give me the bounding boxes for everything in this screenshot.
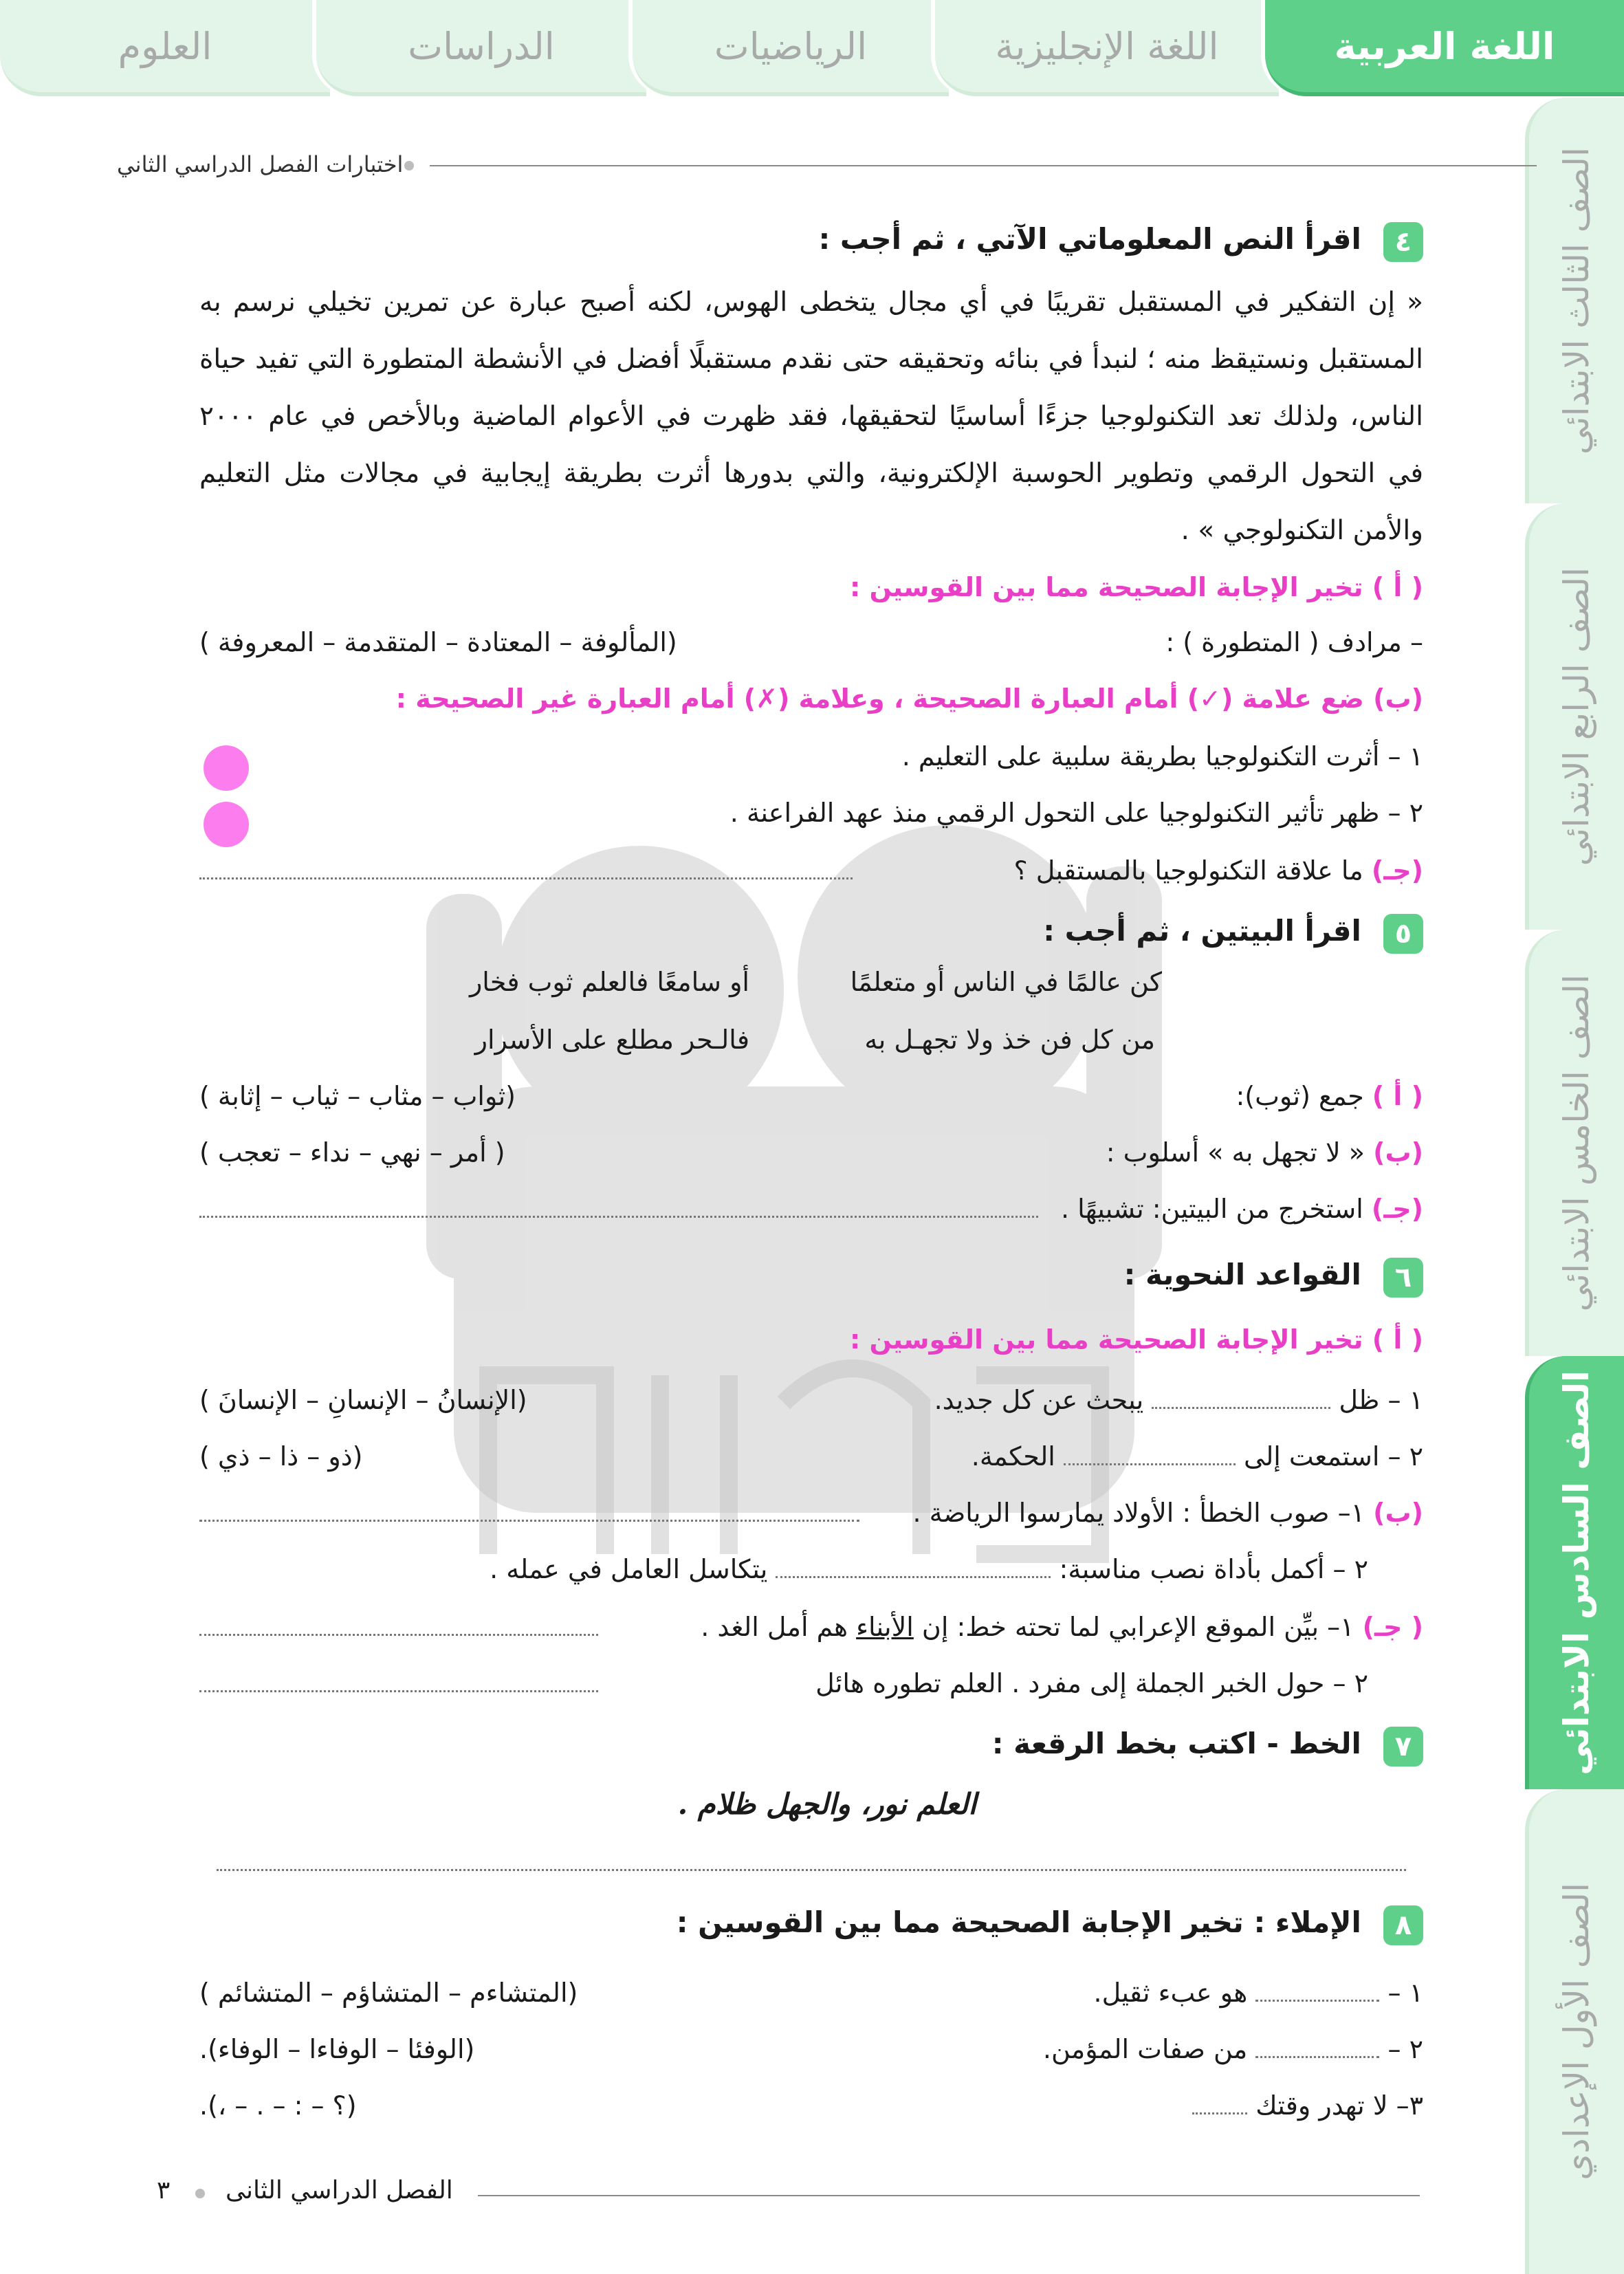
q5-title: اقرأ البيتين ، ثم أجب : (1043, 914, 1361, 948)
q8-heading (199, 1903, 1423, 1952)
q4-c-text: ما علاقة التكنولوجيا بالمستقبل ؟ (1013, 855, 1363, 886)
q6-a-label: ( أ ) تخير الإجابة الصحيحة مما بين القوسين : (850, 1324, 1423, 1355)
q4-c-answer-line[interactable] (199, 871, 853, 879)
q4-a-item: – مرادف ( المتطورة ) : (1165, 627, 1423, 657)
q5-a-label: ( أ ) (1372, 1081, 1423, 1111)
footer-dot (195, 2189, 205, 2198)
tab-grade6[interactable]: الصف السادس الابتدائي (1525, 1356, 1624, 1789)
q6-b2-blank[interactable] (776, 1569, 1051, 1578)
q4-a-choices: (المألوفة – المعتادة – المتقدمة – المعروفة ) (199, 627, 677, 657)
q6-number: ٦ (1383, 1258, 1423, 1298)
q6-c1-answer-line[interactable] (199, 1627, 598, 1636)
header-rule (430, 165, 1537, 166)
q6-b-label: (ب) (1373, 1498, 1423, 1528)
q4-b-label: (ب) ضع علامة (✓) أمام العبارة الصحيحة ، وعلامة (✗) أمام العبارة غير الصحيحة : (395, 684, 1423, 714)
grade-tabs (1521, 98, 1624, 2274)
q6-a1-end: يبحث عن كل جديد. (934, 1385, 1144, 1415)
q4-b-item2: ٢ – ظهر تأثير التكنولوجيا على التحول الرقمي منذ عهد الفراعنة . (729, 798, 1423, 828)
q6-title: القواعد النحوية : (1123, 1258, 1361, 1291)
q8-i1-start: ١ – (1387, 1978, 1423, 2008)
q8-i3-blank[interactable] (1192, 2106, 1247, 2114)
q5-b-text: « لا تجهل به » أسلوب : (1106, 1137, 1365, 1168)
tab-grade4[interactable]: الصف الرابع الابتدائي (1525, 503, 1624, 930)
q6-a2-choices: (ذو – ذا – ذي ) (199, 1441, 363, 1472)
q8-i3-choices: (؟ – : – . – ،). (199, 2090, 357, 2121)
tab-prep1[interactable]: الصف الأول الإعدادي (1525, 1789, 1624, 2274)
q5-c-text: استخرج من البيتين: تشبيهًا . (1060, 1194, 1363, 1224)
q5-c-answer-line[interactable] (199, 1209, 1038, 1218)
q5-heading (199, 912, 1423, 960)
q8-i1-choices: (المتشاءم – المتشاؤم – المتشائم ) (199, 1978, 578, 2008)
q7-number: ٧ (1383, 1727, 1423, 1767)
header-title: اختبارات الفصل الدراسي الثاني (117, 151, 404, 177)
q5-a-choices: (ثواب – مثاب – ثياب – إثابة ) (199, 1081, 516, 1111)
q6-c1-underlined-word: الأبناء (856, 1612, 914, 1642)
q7-heading (199, 1725, 1423, 1773)
q6-a2-blank[interactable] (1064, 1456, 1236, 1465)
q4-number: ٤ (1383, 222, 1423, 262)
q7-answer-line[interactable] (217, 1862, 1406, 1871)
q8-i2-end: من صفات المؤمن. (1042, 2034, 1248, 2064)
q4-a-label: ( أ ) تخير الإجابة الصحيحة مما بين القوسين : (850, 572, 1423, 602)
q4-c-label: (جـ) (1371, 855, 1423, 886)
q6-c1-start: ١– بيِّن الموقع الإعرابي لما تحته خط: إن (921, 1612, 1354, 1642)
q5-verse1-right: كن عالمًا في الناس أو متعلمًا (850, 967, 1162, 997)
q8-i2-choices: (الوفئا – الوفاءا – الوفاء). (199, 2034, 475, 2064)
page-header (117, 151, 1423, 179)
q6-b2-start: ٢ – أكمل بأداة نصب مناسبة: (1059, 1554, 1368, 1584)
q6-c2-answer-line[interactable] (199, 1683, 598, 1692)
q6-a2-end: الحكمة. (971, 1441, 1055, 1472)
q6-b1-text: ١– صوب الخطأ : الأولاد يمارسوا الرياضة . (912, 1498, 1365, 1528)
q8-i2-blank[interactable] (1255, 2049, 1379, 2058)
subject-tabs (0, 0, 1624, 98)
q5-verse2-left: فالـحر مطلع على الأسرار (474, 1025, 749, 1055)
q4-b-item1: ١ – أثرت التكنولوجيا بطريقة سلبية على التعليم . (901, 741, 1423, 772)
q6-c-label: ( جـ) (1362, 1612, 1423, 1642)
page-footer (151, 2176, 1423, 2211)
tab-science[interactable]: العلوم (0, 0, 330, 96)
q6-a1-choices: (الإنسانُ – الإنسانِ – الإنسانَ ) (199, 1385, 527, 1415)
tab-studies[interactable]: الدراسات (316, 0, 646, 96)
q5-b-label: (ب) (1373, 1137, 1423, 1168)
q6-b2-end: يتكاسل العامل في عمله . (490, 1554, 768, 1584)
q4-heading (199, 220, 1423, 268)
page-number: ٣ (157, 2176, 171, 2205)
q6-b1-answer-line[interactable] (199, 1513, 859, 1522)
q5-c-label: (جـ) (1371, 1194, 1423, 1224)
tab-grade3[interactable]: الصف الثالث الابتدائي (1525, 98, 1624, 503)
q8-i3-start: ٣– لا تهدر وقتك (1255, 2090, 1423, 2121)
tab-math[interactable]: الرياضيات (633, 0, 949, 96)
q6-a2-start: ٢ – استمعت إلى (1244, 1441, 1423, 1472)
q8-i2-start: ٢ – (1387, 2034, 1423, 2064)
footer-term: الفصل الدراسي الثانى (226, 2176, 453, 2205)
q8-i1-end: هو عبء ثقيل. (1093, 1978, 1248, 2008)
tab-english[interactable]: اللغة الإنجليزية (935, 0, 1279, 96)
q7-title: الخط - اكتب بخط الرقعة : (991, 1727, 1361, 1760)
q8-i1-blank[interactable] (1255, 1993, 1379, 2002)
q8-number: ٨ (1383, 1905, 1423, 1945)
q7-sample: العلم نور، والجهل ظلام . (677, 1787, 976, 1821)
q5-b-choices: ( أمر – نهي – نداء – تعجب ) (199, 1137, 505, 1168)
tab-arabic[interactable]: اللغة العربية (1265, 0, 1624, 96)
q5-verse1-left: أو سامعًا فالعلم ثوب فخار (469, 967, 749, 997)
q6-a1-blank[interactable] (1152, 1400, 1330, 1409)
q4-b-answer-circle-1[interactable] (204, 745, 249, 791)
q5-verse2-right: من كل فن خذ ولا تجهـل به (864, 1025, 1155, 1055)
q4-passage: « إن التفكير في المستقبل تقريبًا في أي مجال يتخطى الهوس، لكنه أصبح عبارة عن تمرين تخيلي نرسم به المستقبل ونستيقظ منه ؛ لنبدأ في بنائه وتحقيقه حتى نقدم مستقبلًا أفضل في الأنشطة المتطورة التي تفيد حياة الناس، ولذلك تعد التكنولوجيا جزءًا أساسيًا لتحقيقها، فقد ظهرت في الأعوام الماضية وبالأخص في عام ٢٠٠٠ في التحول الرقمي وتطوير الحوسبة الإلكترونية، والتي بدورها أثرت بطريقة إيجابية في مجالات مثل التعليم والأمن التكنولوجي » . (199, 287, 1423, 546)
q5-number: ٥ (1383, 914, 1423, 954)
header-dot (404, 161, 414, 171)
q4-b-answer-circle-2[interactable] (204, 802, 249, 847)
q6-c2-text: ٢ – حول الخبر الجملة إلى مفرد . العلم تطوره هائل (815, 1668, 1368, 1698)
footer-rule (478, 2195, 1420, 2196)
q6-a1-start: ١ – ظل (1339, 1385, 1423, 1415)
q8-title: الإملاء : تخير الإجابة الصحيحة مما بين القوسين : (676, 1905, 1361, 1939)
tab-grade5[interactable]: الصف الخامس الابتدائي (1525, 930, 1624, 1356)
q6-heading (199, 1256, 1423, 1304)
q5-a-text: جمع (ثوب): (1236, 1081, 1364, 1111)
q6-c1-end: هم أمل الغد . (701, 1612, 848, 1642)
q7-sample-row (199, 1785, 1423, 1826)
q4-title: اقرأ النص المعلوماتي الآتي ، ثم أجب : (818, 222, 1361, 256)
